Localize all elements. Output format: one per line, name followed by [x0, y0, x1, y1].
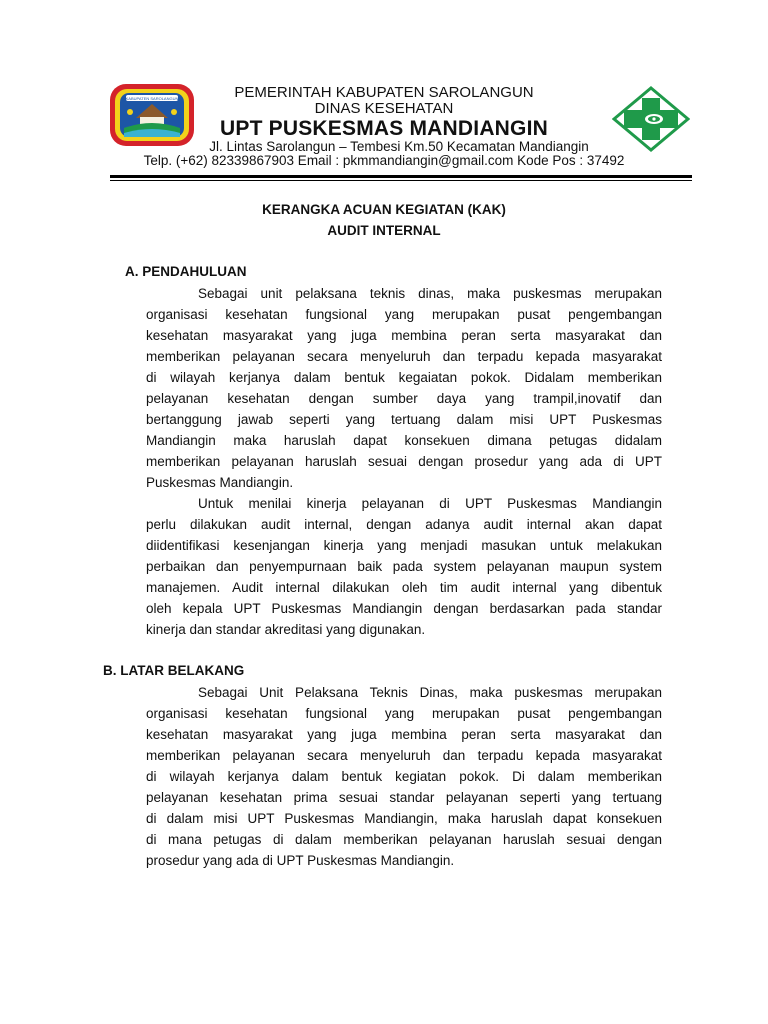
text-line: Sebagai Unit Pelaksana Teknis Dinas, maka puskesmas merupakan [198, 685, 662, 700]
text-line: Untuk menilai kinerja pelayanan di UPT Puskesmas Mandiangin [198, 496, 662, 511]
section-a-paragraph-2 [146, 493, 662, 640]
kop-address: Jl. Lintas Sarolangun – Tembesi Km.50 Kecamatan Mandiangin [209, 139, 589, 154]
text-line: prosedur yang ada di UPT Puskesmas Mandiangin. [146, 853, 455, 868]
text-line: Puskesmas Mandiangin. [146, 475, 294, 490]
emblem-banner-text: KABUPATEN SAROLANGUN [125, 96, 179, 101]
section-b-paragraph-1 [146, 682, 662, 871]
text-line: di wilayah kerjanya dalam bentuk kegiatan pokok. Di dalam memberikan [146, 769, 662, 784]
text-line: di dalam misi UPT Puskesmas Mandiangin, maka haruslah dapat konsekuen [146, 811, 662, 826]
text-line: Mandiangin maka haruslah dapat konsekuen dimana petugas didalam [146, 433, 662, 448]
kop-government-name: PEMERINTAH KABUPATEN SAROLANGUN [234, 84, 534, 101]
text-line: Sebagai unit pelaksana teknis dinas, maka puskesmas merupakan [198, 286, 662, 301]
text-line: perlu dilakukan audit internal, dengan adanya audit internal akan dapat [146, 517, 662, 532]
document-subtitle: AUDIT INTERNAL [327, 223, 441, 238]
letterhead [0, 0, 768, 180]
kop-contact: Telp. (+62) 82339867903 Email : pkmmandiangin@gmail.com Kode Pos : 37492 [143, 153, 625, 168]
text-line: perbaikan dan penyempurnaan baik pada system pelayanan maupun system [146, 559, 662, 574]
text-line: kinerja dan standar akreditasi yang digunakan. [146, 622, 426, 637]
text-line: organisasi kesehatan fungsional yang merupakan pusat pengembangan [146, 307, 662, 322]
text-line: memberikan pelayanan secara menyeluruh dan terpadu kepada masyarakat [146, 349, 662, 364]
section-b-heading: B. LATAR BELAKANG [103, 663, 245, 678]
puskesmas-cross-logo-icon [612, 86, 690, 152]
text-line: pelayanan kesehatan dengan sumber daya yang trampil,inovatif dan [146, 391, 662, 406]
text-line: kesehatan masyarakat yang juga membina peran serta masyarakat dan [146, 328, 662, 343]
text-line: organisasi kesehatan fungsional yang merupakan pusat pengembangan [146, 706, 662, 721]
kop-institution-name: UPT PUSKESMAS MANDIANGIN [220, 117, 548, 140]
text-line: memberikan pelayanan secara menyeluruh dan terpadu kepada masyarakat [146, 748, 662, 763]
text-line: di wilayah kerjanya dalam bentuk kegaiatan pokok. Didalam memberikan [146, 370, 662, 385]
section-a-paragraph-1 [146, 283, 662, 493]
text-line: di mana petugas di dalam memberikan pelayanan haruslah sesuai dengan [146, 832, 662, 847]
letterhead-divider-thin [110, 180, 692, 181]
text-line: diidentifikasi kesenjangan kinerja yang menjadi masukan untuk melakukan [146, 538, 662, 553]
document-title: KERANGKA ACUAN KEGIATAN (KAK) [262, 202, 506, 217]
letterhead-divider-thick [110, 175, 692, 178]
text-line: kesehatan masyarakat yang juga membina peran serta masyarakat dan [146, 727, 662, 742]
text-line: manajemen. Audit internal dilakukan oleh tim audit internal yang dibentuk [146, 580, 662, 595]
text-line: oleh kepala UPT Puskesmas Mandiangin dengan berdasarkan pada standar [146, 601, 662, 616]
text-line: bertanggung jawab seperti yang tertuang dalam misi UPT Puskesmas [146, 412, 662, 427]
text-line: pelayanan kesehatan prima sesuai standar pelayanan seperti yang tertuang [146, 790, 662, 805]
section-a-heading: A. PENDAHULUAN [125, 264, 247, 279]
text-line: memberikan pelayanan haruslah sesuai dengan prosedur yang ada di UPT [146, 454, 662, 469]
kop-department-name: DINAS KESEHATAN [314, 100, 454, 117]
